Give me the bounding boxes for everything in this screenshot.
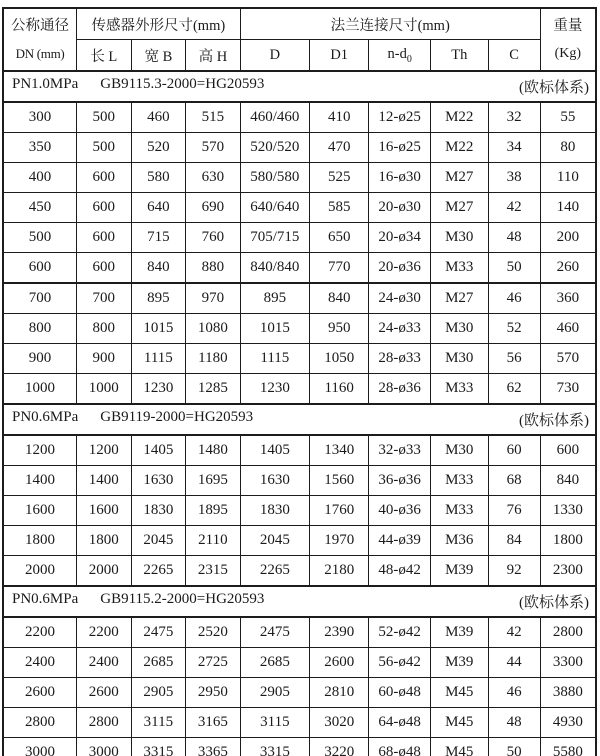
cell: 800 <box>3 314 77 344</box>
cell: 92 <box>488 556 540 587</box>
cell: 1830 <box>240 496 309 526</box>
cell: M30 <box>431 223 489 253</box>
cell: M39 <box>431 556 489 587</box>
cell: 4930 <box>540 708 596 738</box>
cell: 1600 <box>77 496 132 526</box>
cell: 42 <box>488 193 540 223</box>
cell: 2300 <box>540 556 596 587</box>
cell: 1970 <box>310 526 369 556</box>
cell: 1405 <box>240 435 309 466</box>
cell: 770 <box>310 253 369 284</box>
cell: 570 <box>540 344 596 374</box>
cell: 400 <box>3 163 77 193</box>
cell: 2315 <box>186 556 241 587</box>
cell: 460 <box>131 102 186 133</box>
standard-code: GB9119-2000=HG20593 <box>100 409 254 425</box>
cell: 2905 <box>131 678 186 708</box>
cell: 68 <box>488 466 540 496</box>
standard-code: GB9115.3-2000=HG20593 <box>100 76 265 92</box>
cell: 1015 <box>131 314 186 344</box>
col-header-flange-d: D <box>240 40 309 72</box>
cell: 1080 <box>186 314 241 344</box>
cell: 800 <box>77 314 132 344</box>
cell: 350 <box>3 133 77 163</box>
cell: 760 <box>186 223 241 253</box>
cell: 55 <box>540 102 596 133</box>
cell: 16-ø25 <box>369 133 431 163</box>
nominal-diameter-unit: DN (mm) <box>15 45 65 61</box>
cell: 840 <box>540 466 596 496</box>
cell: 2600 <box>310 648 369 678</box>
cell: 460/460 <box>240 102 309 133</box>
cell: 1895 <box>186 496 241 526</box>
cell: 600 <box>77 223 132 253</box>
cell: 1400 <box>3 466 77 496</box>
weight-unit: (Kg) <box>554 45 582 61</box>
cell: 1340 <box>310 435 369 466</box>
cell: M30 <box>431 314 489 344</box>
cell: 1600 <box>3 496 77 526</box>
cell: 68-ø48 <box>369 738 431 756</box>
col-header-flange-th: Th <box>431 40 489 72</box>
cell: 32-ø33 <box>369 435 431 466</box>
table-row <box>3 253 596 284</box>
cell: 2000 <box>77 556 132 587</box>
cell: 28-ø36 <box>369 374 431 405</box>
cell: 895 <box>131 283 186 314</box>
cell: 48 <box>488 223 540 253</box>
table-row <box>3 344 596 374</box>
table-row <box>3 163 596 193</box>
cell: 2600 <box>77 678 132 708</box>
cell: 50 <box>488 738 540 756</box>
cell: 52 <box>488 314 540 344</box>
section-header-row <box>3 586 596 617</box>
cell: 3300 <box>540 648 596 678</box>
header-group-row <box>3 8 596 40</box>
cell: 3880 <box>540 678 596 708</box>
cell: 12-ø25 <box>369 102 431 133</box>
cell: 2800 <box>540 617 596 648</box>
cell: 2200 <box>3 617 77 648</box>
cell: 1330 <box>540 496 596 526</box>
cell: 895 <box>240 283 309 314</box>
cell: M39 <box>431 648 489 678</box>
cell: 40-ø36 <box>369 496 431 526</box>
cell: M33 <box>431 496 489 526</box>
cell: M33 <box>431 374 489 405</box>
nd0-subscript: 0 <box>406 53 412 65</box>
cell: 730 <box>540 374 596 405</box>
cell: 1800 <box>77 526 132 556</box>
cell: 2200 <box>77 617 132 648</box>
cell: 585 <box>310 193 369 223</box>
standard-system-note: (欧标体系) <box>519 413 589 429</box>
cell: 950 <box>310 314 369 344</box>
cell: 5580 <box>540 738 596 756</box>
table-row <box>3 223 596 253</box>
cell: 450 <box>3 193 77 223</box>
cell: 840/840 <box>240 253 309 284</box>
cell: 1200 <box>77 435 132 466</box>
cell: 110 <box>540 163 596 193</box>
cell: 360 <box>540 283 596 314</box>
cell: 3000 <box>77 738 132 756</box>
standard-system-note: (欧标体系) <box>519 595 589 611</box>
cell: 880 <box>186 253 241 284</box>
cell: 44 <box>488 648 540 678</box>
table-row <box>3 102 596 133</box>
cell: M27 <box>431 193 489 223</box>
cell: 2810 <box>310 678 369 708</box>
cell: 3315 <box>240 738 309 756</box>
cell: 640 <box>131 193 186 223</box>
cell: 84 <box>488 526 540 556</box>
table-row <box>3 556 596 587</box>
cell: 52-ø42 <box>369 617 431 648</box>
cell: 580/580 <box>240 163 309 193</box>
cell: 515 <box>186 102 241 133</box>
col-header-height-h: 高 H <box>186 40 241 72</box>
cell: 38 <box>488 163 540 193</box>
cell: 2800 <box>3 708 77 738</box>
cell: 1000 <box>3 374 77 405</box>
cell: 2800 <box>77 708 132 738</box>
cell: 900 <box>3 344 77 374</box>
cell: 48-ø42 <box>369 556 431 587</box>
col-header-flange-nd0 <box>369 40 431 72</box>
cell: 46 <box>488 283 540 314</box>
cell: 1560 <box>310 466 369 496</box>
cell: 42 <box>488 617 540 648</box>
cell: 56 <box>488 344 540 374</box>
section-header-row <box>3 71 596 102</box>
cell: 2000 <box>3 556 77 587</box>
table-row <box>3 496 596 526</box>
col-header-width-b: 宽 B <box>131 40 186 72</box>
pressure-rating: PN0.6MPa <box>12 591 79 607</box>
cell: M27 <box>431 163 489 193</box>
cell: 2905 <box>240 678 309 708</box>
cell: 700 <box>3 283 77 314</box>
table-body <box>3 71 596 756</box>
cell: 48 <box>488 708 540 738</box>
cell: 500 <box>77 133 132 163</box>
cell: 300 <box>3 102 77 133</box>
cell: 600 <box>77 163 132 193</box>
cell: 570 <box>186 133 241 163</box>
col-header-flange-d1: D1 <box>310 40 369 72</box>
cell: 2180 <box>310 556 369 587</box>
table-row <box>3 678 596 708</box>
cell: 56-ø42 <box>369 648 431 678</box>
table-row <box>3 283 596 314</box>
cell: 1015 <box>240 314 309 344</box>
cell: 470 <box>310 133 369 163</box>
cell: 2725 <box>186 648 241 678</box>
table-header <box>3 8 596 71</box>
cell: 1630 <box>240 466 309 496</box>
section-header-cell <box>3 71 596 102</box>
cell: 3315 <box>131 738 186 756</box>
cell: M22 <box>431 133 489 163</box>
cell: 2475 <box>240 617 309 648</box>
cell: 20-ø34 <box>369 223 431 253</box>
cell: 44-ø39 <box>369 526 431 556</box>
cell: 2950 <box>186 678 241 708</box>
cell: M33 <box>431 466 489 496</box>
cell: 500 <box>3 223 77 253</box>
nominal-diameter-title: 公称通径 <box>11 17 70 34</box>
cell: 1050 <box>310 344 369 374</box>
table-row <box>3 708 596 738</box>
col-group-flange-dimensions: 法兰连接尺寸(mm) <box>240 8 540 40</box>
cell: 2045 <box>131 526 186 556</box>
cell: M30 <box>431 344 489 374</box>
cell: 28-ø33 <box>369 344 431 374</box>
table-row <box>3 526 596 556</box>
cell: 50 <box>488 253 540 284</box>
cell: 520 <box>131 133 186 163</box>
cell: M22 <box>431 102 489 133</box>
cell: 600 <box>77 253 132 284</box>
dimension-spec-table <box>2 7 597 756</box>
cell: 2045 <box>240 526 309 556</box>
cell: 34 <box>488 133 540 163</box>
cell: 1830 <box>131 496 186 526</box>
cell: 62 <box>488 374 540 405</box>
cell: 1800 <box>3 526 77 556</box>
cell: 525 <box>310 163 369 193</box>
section-header-cell <box>3 586 596 617</box>
cell: 24-ø30 <box>369 283 431 314</box>
cell: 2475 <box>131 617 186 648</box>
cell: 580 <box>131 163 186 193</box>
cell: 840 <box>310 283 369 314</box>
nd0-label: n-d <box>387 45 407 62</box>
cell: 460 <box>540 314 596 344</box>
cell: 650 <box>310 223 369 253</box>
cell: 1115 <box>240 344 309 374</box>
standard-code: GB9115.2-2000=HG20593 <box>100 591 265 607</box>
cell: 1115 <box>131 344 186 374</box>
col-group-sensor-dimensions: 传感器外形尺寸(mm) <box>77 8 241 40</box>
cell: 80 <box>540 133 596 163</box>
table-row <box>3 466 596 496</box>
cell: 3115 <box>131 708 186 738</box>
cell: 20-ø36 <box>369 253 431 284</box>
cell: 500 <box>77 102 132 133</box>
cell: 1000 <box>77 374 132 405</box>
weight-title: 重量 <box>553 17 583 34</box>
cell: 640/640 <box>240 193 309 223</box>
cell: 46 <box>488 678 540 708</box>
pressure-rating: PN1.0MPa <box>12 76 79 92</box>
cell: 1760 <box>310 496 369 526</box>
cell: M33 <box>431 253 489 284</box>
cell: 3165 <box>186 708 241 738</box>
cell: 1200 <box>3 435 77 466</box>
cell: 600 <box>77 193 132 223</box>
table-row <box>3 193 596 223</box>
cell: 900 <box>77 344 132 374</box>
cell: 3000 <box>3 738 77 756</box>
cell: 20-ø30 <box>369 193 431 223</box>
cell: 24-ø33 <box>369 314 431 344</box>
table-row <box>3 738 596 756</box>
cell: 600 <box>3 253 77 284</box>
cell: 140 <box>540 193 596 223</box>
cell: 2390 <box>310 617 369 648</box>
table-row <box>3 617 596 648</box>
cell: 1630 <box>131 466 186 496</box>
cell: 64-ø48 <box>369 708 431 738</box>
table-row <box>3 648 596 678</box>
col-header-nominal-diameter <box>3 8 77 71</box>
cell: 840 <box>131 253 186 284</box>
cell: 600 <box>540 435 596 466</box>
cell: 3115 <box>240 708 309 738</box>
cell: 2110 <box>186 526 241 556</box>
cell: 1285 <box>186 374 241 405</box>
table-row <box>3 133 596 163</box>
cell: 2685 <box>240 648 309 678</box>
cell: 715 <box>131 223 186 253</box>
cell: 1230 <box>131 374 186 405</box>
cell: 3365 <box>186 738 241 756</box>
col-header-length-l: 长 L <box>77 40 132 72</box>
cell: 705/715 <box>240 223 309 253</box>
col-header-flange-c: C <box>488 40 540 72</box>
cell: 410 <box>310 102 369 133</box>
cell: 1230 <box>240 374 309 405</box>
cell: 1800 <box>540 526 596 556</box>
cell: 2265 <box>240 556 309 587</box>
standard-system-note: (欧标体系) <box>519 80 589 96</box>
cell: 1180 <box>186 344 241 374</box>
cell: 16-ø30 <box>369 163 431 193</box>
cell: 1160 <box>310 374 369 405</box>
cell: 2400 <box>3 648 77 678</box>
cell: M45 <box>431 708 489 738</box>
cell: 260 <box>540 253 596 284</box>
cell: 2400 <box>77 648 132 678</box>
cell: 1480 <box>186 435 241 466</box>
cell: 690 <box>186 193 241 223</box>
cell: 1400 <box>77 466 132 496</box>
header-subcolumn-row <box>3 40 596 72</box>
section-header-row <box>3 404 596 435</box>
cell: 60-ø48 <box>369 678 431 708</box>
cell: M45 <box>431 678 489 708</box>
cell: 2685 <box>131 648 186 678</box>
cell: 3020 <box>310 708 369 738</box>
cell: 32 <box>488 102 540 133</box>
cell: M39 <box>431 617 489 648</box>
cell: 36-ø36 <box>369 466 431 496</box>
cell: M30 <box>431 435 489 466</box>
cell: 60 <box>488 435 540 466</box>
section-header-cell <box>3 404 596 435</box>
cell: M27 <box>431 283 489 314</box>
col-header-weight <box>540 8 596 71</box>
pressure-rating: PN0.6MPa <box>12 409 79 425</box>
cell: 700 <box>77 283 132 314</box>
cell: 630 <box>186 163 241 193</box>
cell: 1405 <box>131 435 186 466</box>
cell: 76 <box>488 496 540 526</box>
cell: M36 <box>431 526 489 556</box>
table-row <box>3 374 596 405</box>
cell: M45 <box>431 738 489 756</box>
cell: 520/520 <box>240 133 309 163</box>
cell: 2600 <box>3 678 77 708</box>
cell: 2265 <box>131 556 186 587</box>
cell: 2520 <box>186 617 241 648</box>
table-row <box>3 435 596 466</box>
table-row <box>3 314 596 344</box>
cell: 3220 <box>310 738 369 756</box>
cell: 1695 <box>186 466 241 496</box>
cell: 970 <box>186 283 241 314</box>
cell: 200 <box>540 223 596 253</box>
